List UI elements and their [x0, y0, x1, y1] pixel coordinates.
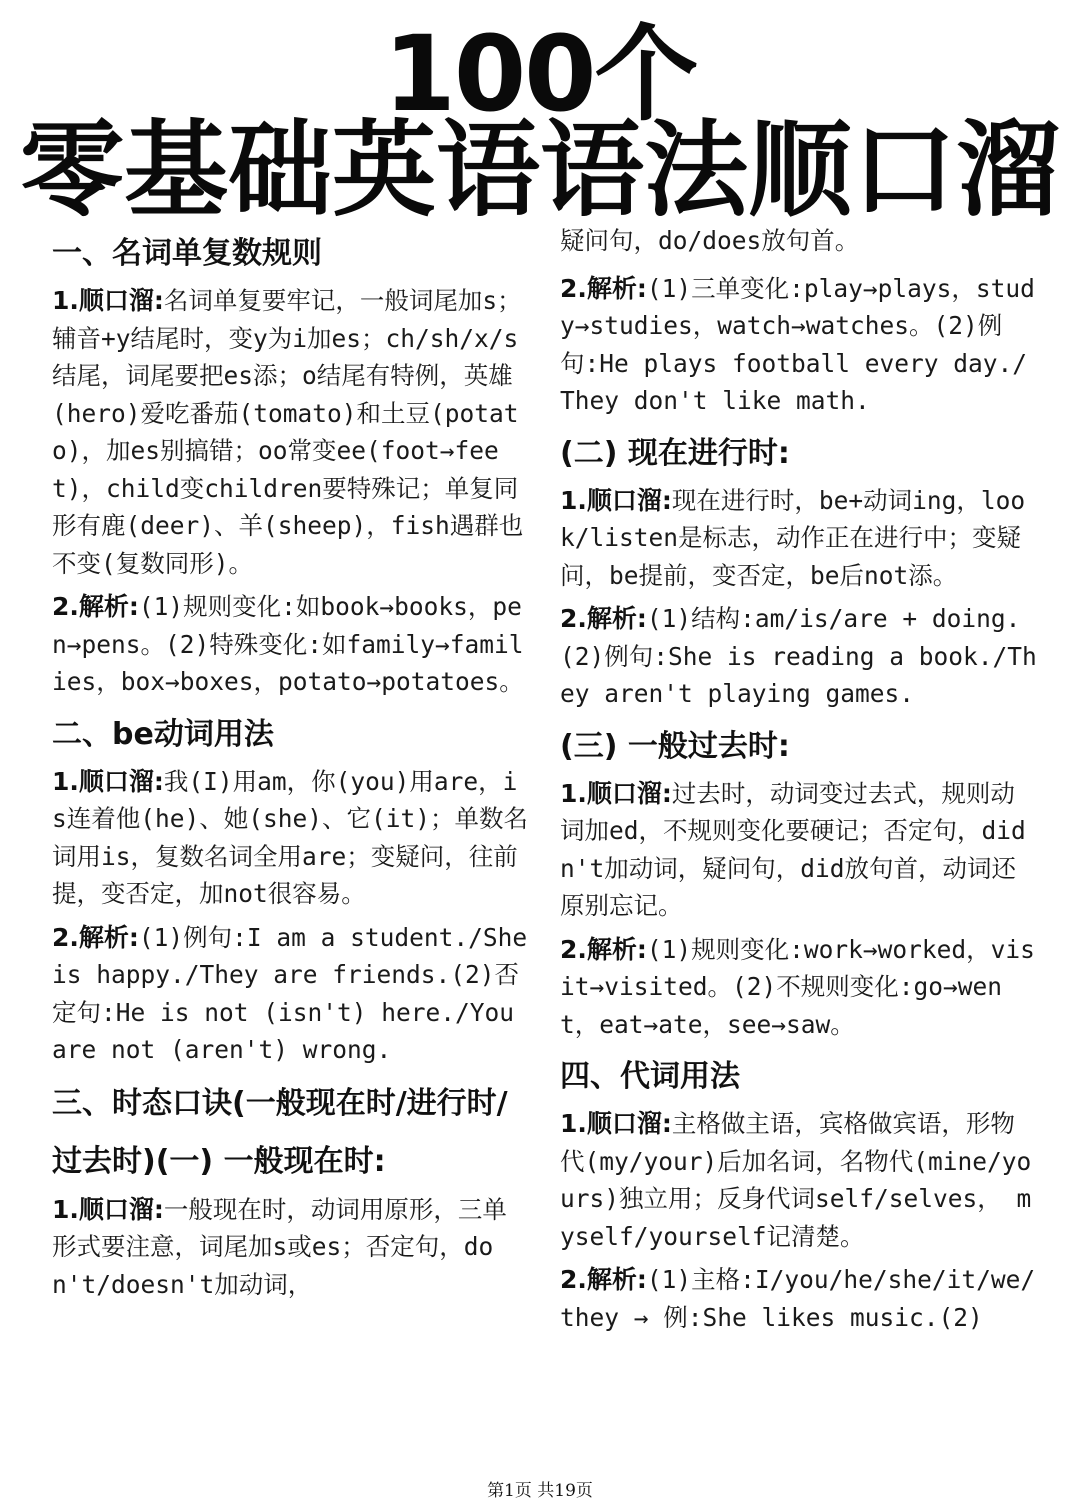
paragraph-text: (1)结构:am/is/are + doing.(2)例句:She is reading a book./They aren't playing games.	[560, 604, 1037, 708]
left-column	[52, 226, 528, 1309]
right-column	[560, 222, 1038, 1342]
paragraph-text: (1)规则变化:如book→books，pen→pens。(2)特殊变化:如family→families，box→boxes，potato→potatoes。	[52, 592, 524, 696]
paragraph	[52, 588, 528, 701]
paragraph-label: 2.解析:	[560, 604, 647, 633]
paragraph-text: 我(I)用am，你(you)用are，is连着他(he)、她(she)、它(it)；单数名词用is，复数名词全用are；变疑问，往前提，变否定，加not很容易。	[52, 766, 529, 908]
paragraph-text: 一般现在时，动词用原形，三单形式要注意，词尾加s或es；否定句，don't/doesn't加动词，	[52, 1194, 507, 1299]
paragraph-continued: 疑问句，do/does放句首。	[560, 226, 860, 255]
paragraph-text: (1)规则变化:work→worked，visit→visited。(2)不规则变化:go→went，eat→ate，see→saw。	[560, 934, 1035, 1039]
paragraph	[52, 763, 528, 913]
paragraph	[560, 270, 1038, 420]
paragraph-text: 主格做主语，宾格做宾语，形物代(my/your)后加名词，名物代(mine/yours)独立用；反身代词self/selves， myself/yourself记清楚。	[560, 1109, 1032, 1251]
section-heading-tenses: 三、时态口诀(一般现在时/进行时/过去时)(一) 一般现在时:	[52, 1085, 508, 1179]
section-heading-be-verb: 二、be动词用法	[52, 716, 274, 752]
paragraph-label: 1.顺口溜:	[52, 766, 164, 796]
paragraph-label: 2.解析:	[52, 592, 139, 621]
paragraph	[560, 600, 1038, 713]
paragraph-label: 2.解析:	[560, 934, 647, 964]
section-heading-past-tense: (三) 一般过去时:	[560, 728, 790, 764]
paragraph-text: 现在进行时，be+动词ing，look/listen是标志，动作正在进行中；变疑问，be提前，变否定，be后not添。	[560, 485, 1026, 590]
title-line-1: 100个	[383, 13, 697, 135]
paragraph-label: 2.解析:	[52, 922, 139, 952]
paragraph-text: 过去时，动词变过去式，规则动词加ed，不规则变化要硬记；否定句，didn't加动词，疑问句，did放句首，动词还原别忘记。	[560, 778, 1026, 920]
paragraph-text: (1)主格:I/you/he/she/it/we/they → 例:She likes music.(2)	[560, 1265, 1036, 1332]
section-heading-nouns: 一、名词单复数规则	[52, 236, 322, 271]
paragraph	[52, 282, 528, 582]
paragraph	[560, 1105, 1038, 1255]
paragraph-label: 1.顺口溜:	[560, 1109, 672, 1138]
paragraph-label: 1.顺口溜:	[560, 778, 672, 808]
paragraph-label: 1.顺口溜:	[52, 1194, 164, 1224]
section-heading-present-continuous: (二) 现在进行时:	[560, 435, 790, 471]
paragraph	[560, 1261, 1038, 1336]
paragraph-label: 1.顺口溜:	[560, 485, 672, 515]
paragraph-label: 2.解析:	[560, 1265, 647, 1294]
paragraph	[52, 1191, 528, 1304]
page-number: 第1页 共19页	[487, 1481, 593, 1501]
title-line-2: 零基础英语语法顺口溜	[19, 109, 1060, 231]
paragraph-label: 1.顺口溜:	[52, 286, 164, 315]
section-heading-pronouns: 四、代词用法	[560, 1059, 740, 1094]
paragraph	[560, 931, 1038, 1044]
paragraph-text: (1)例句:I am a student./She is happy./They are friends.(2)否定句:He is not (isn't) here./You are not (aren't) wrong.	[52, 922, 528, 1064]
paragraph	[560, 482, 1038, 595]
paragraph-text: 名词单复要牢记，一般词尾加s；辅音+y结尾时，变y为i加es；ch/sh/x/s结尾，词尾要把es添；o结尾有特例，英雄(hero)爱吃番茄(tomato)和土豆(potato)，加es别搞错；oo常变ee(foot→feet)，child变children要特殊记；单复同形有鹿(deer)、羊(sheep)，fish遇群也不变(复数同形)。	[52, 286, 524, 578]
paragraph-text: (1)三单变化:play→plays，study→studies，watch→watches。(2)例句:He plays football every day./They don't like math.	[560, 273, 1035, 415]
paragraph	[560, 775, 1038, 925]
paragraph	[52, 919, 528, 1069]
paragraph-label: 2.解析:	[560, 273, 647, 303]
